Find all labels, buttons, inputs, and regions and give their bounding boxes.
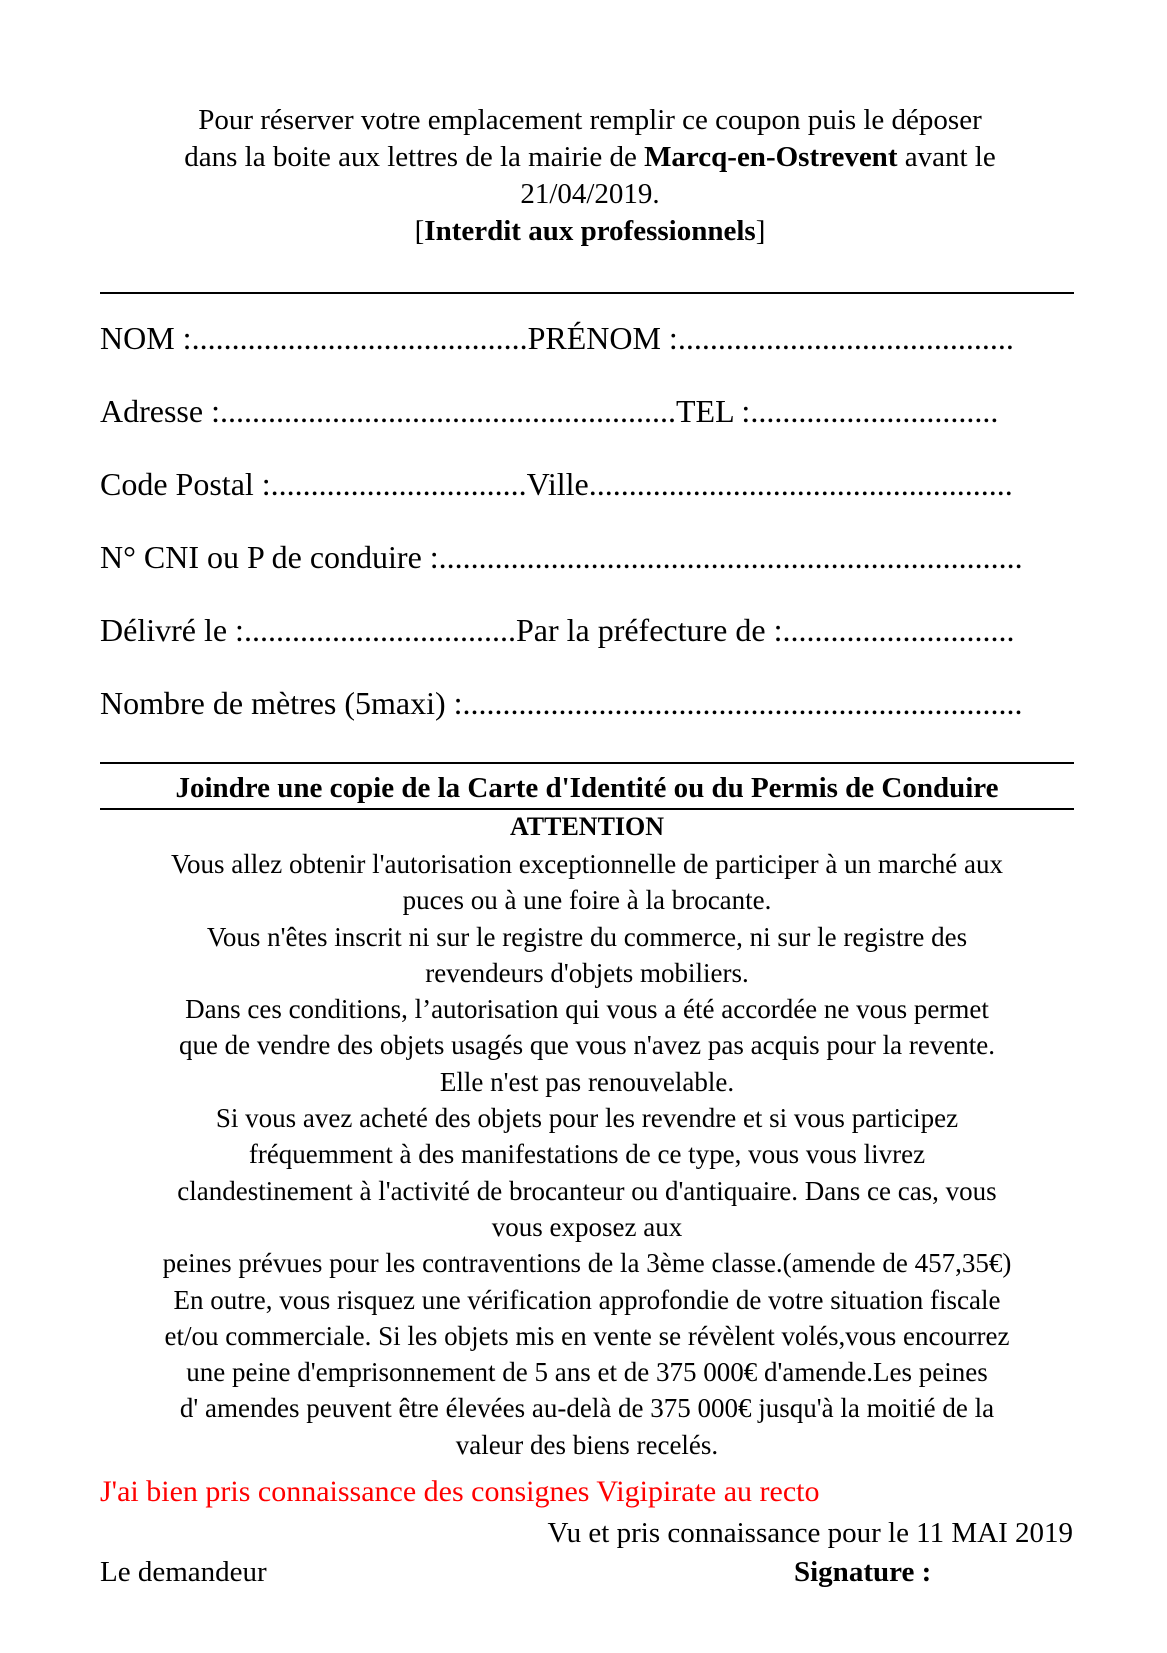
attention-line: Vous n'êtes inscrit ni sur le registre du commerce, ni sur le registre des xyxy=(206,921,968,952)
signature-label[interactable]: Signature : xyxy=(794,1556,932,1588)
professionals-forbidden: Interdit aux professionnels xyxy=(424,215,756,247)
attention-line: et/ou commerciale. Si les objets mis en vente se révèlent volés,vous encourrez xyxy=(164,1320,1010,1351)
meters-field-line[interactable]: Nombre de mètres (5maxi) :...................................................................... xyxy=(100,685,1023,721)
attention-line: que de vendre des objets usagés que vous n'avez pas acquis pour la revente. xyxy=(178,1030,996,1061)
attention-line: En outre, vous risquez une vérification approfondie de votre situation fiscale xyxy=(173,1284,1001,1315)
attention-line: clandestinement à l'activité de brocanteur ou d'antiquaire. Dans ce cas, vous xyxy=(177,1175,997,1206)
attention-line: une peine d'emprisonnement de 5 ans et de 375 000€ d'amende.Les peines xyxy=(186,1357,988,1388)
attention-line: revendeurs d'objets mobiliers. xyxy=(425,957,749,988)
attention-line: fréquemment à des manifestations de ce type, vous vous livrez xyxy=(248,1139,926,1170)
intro-line-2-start: dans la boite aux lettres de la mairie de xyxy=(184,141,645,173)
top-divider xyxy=(100,292,1074,294)
attach-id-instruction: Joindre une copie de la Carte d'Identité ou du Permis de Conduire xyxy=(175,772,999,804)
attention-line: d' amendes peuvent être élevées au-delà de 375 000€ jusqu'à la moitié de la xyxy=(179,1393,995,1424)
attention-line: Elle n'est pas renouvelable. xyxy=(439,1066,735,1097)
attention-line: Dans ces conditions, l’autorisation qui vous a été accordée ne vous permet xyxy=(185,994,989,1025)
attention-body xyxy=(92,846,1082,1463)
issued-date-field-line[interactable]: Délivré le :..................................Par la préfecture de :............................. xyxy=(100,612,1015,648)
bracket-open: [ xyxy=(414,215,425,247)
intro-line-2-end: avant le xyxy=(897,141,996,173)
attention-line: vous exposez aux xyxy=(491,1211,683,1242)
attention-line: peines prévues pour les contraventions de la 3ème classe.(amende de 457,35€) xyxy=(162,1248,1012,1279)
joindre-bottom-rule xyxy=(100,808,1074,810)
professionals-notice xyxy=(100,213,1080,250)
postal-code-field-line[interactable]: Code Postal :................................Ville..................................................... xyxy=(100,466,1013,502)
attention-title: ATTENTION xyxy=(509,812,665,841)
joindre-top-rule xyxy=(100,762,1074,764)
attention-line: puces ou à une foire à la brocante. xyxy=(402,885,772,916)
attention-line: Vous allez obtenir l'autorisation exceptionnelle de participer à un marché aux xyxy=(170,849,1004,879)
intro-line-1: Pour réserver votre emplacement remplir ce coupon puis le déposer xyxy=(198,104,982,136)
intro-paragraph xyxy=(100,102,1080,250)
attention-line: valeur des biens recelés. xyxy=(455,1429,719,1460)
id-number-field-line[interactable]: N° CNI ou P de conduire :......................................................................... xyxy=(100,539,1023,575)
applicant-label: Le demandeur xyxy=(100,1556,267,1588)
acknowledgement-date: Vu et pris connaissance pour le 11 MAI 2019 xyxy=(547,1517,1073,1549)
vigipirate-acknowledgement: J'ai bien pris connaissance des consignes Vigipirate au recto xyxy=(100,1475,820,1508)
address-field-line[interactable]: Adresse :.........................................................TEL :............................... xyxy=(100,393,999,429)
bracket-close: ] xyxy=(755,215,766,247)
town-name: Marcq-en-Ostrevent xyxy=(644,141,898,173)
name-field-line[interactable]: NOM :..........................................PRÉNOM :.......................................... xyxy=(100,320,1014,356)
attention-line: Si vous avez acheté des objets pour les revendre et si vous participez xyxy=(215,1103,959,1134)
intro-line-2 xyxy=(100,139,1080,176)
deadline-date: 21/04/2019. xyxy=(520,178,660,210)
